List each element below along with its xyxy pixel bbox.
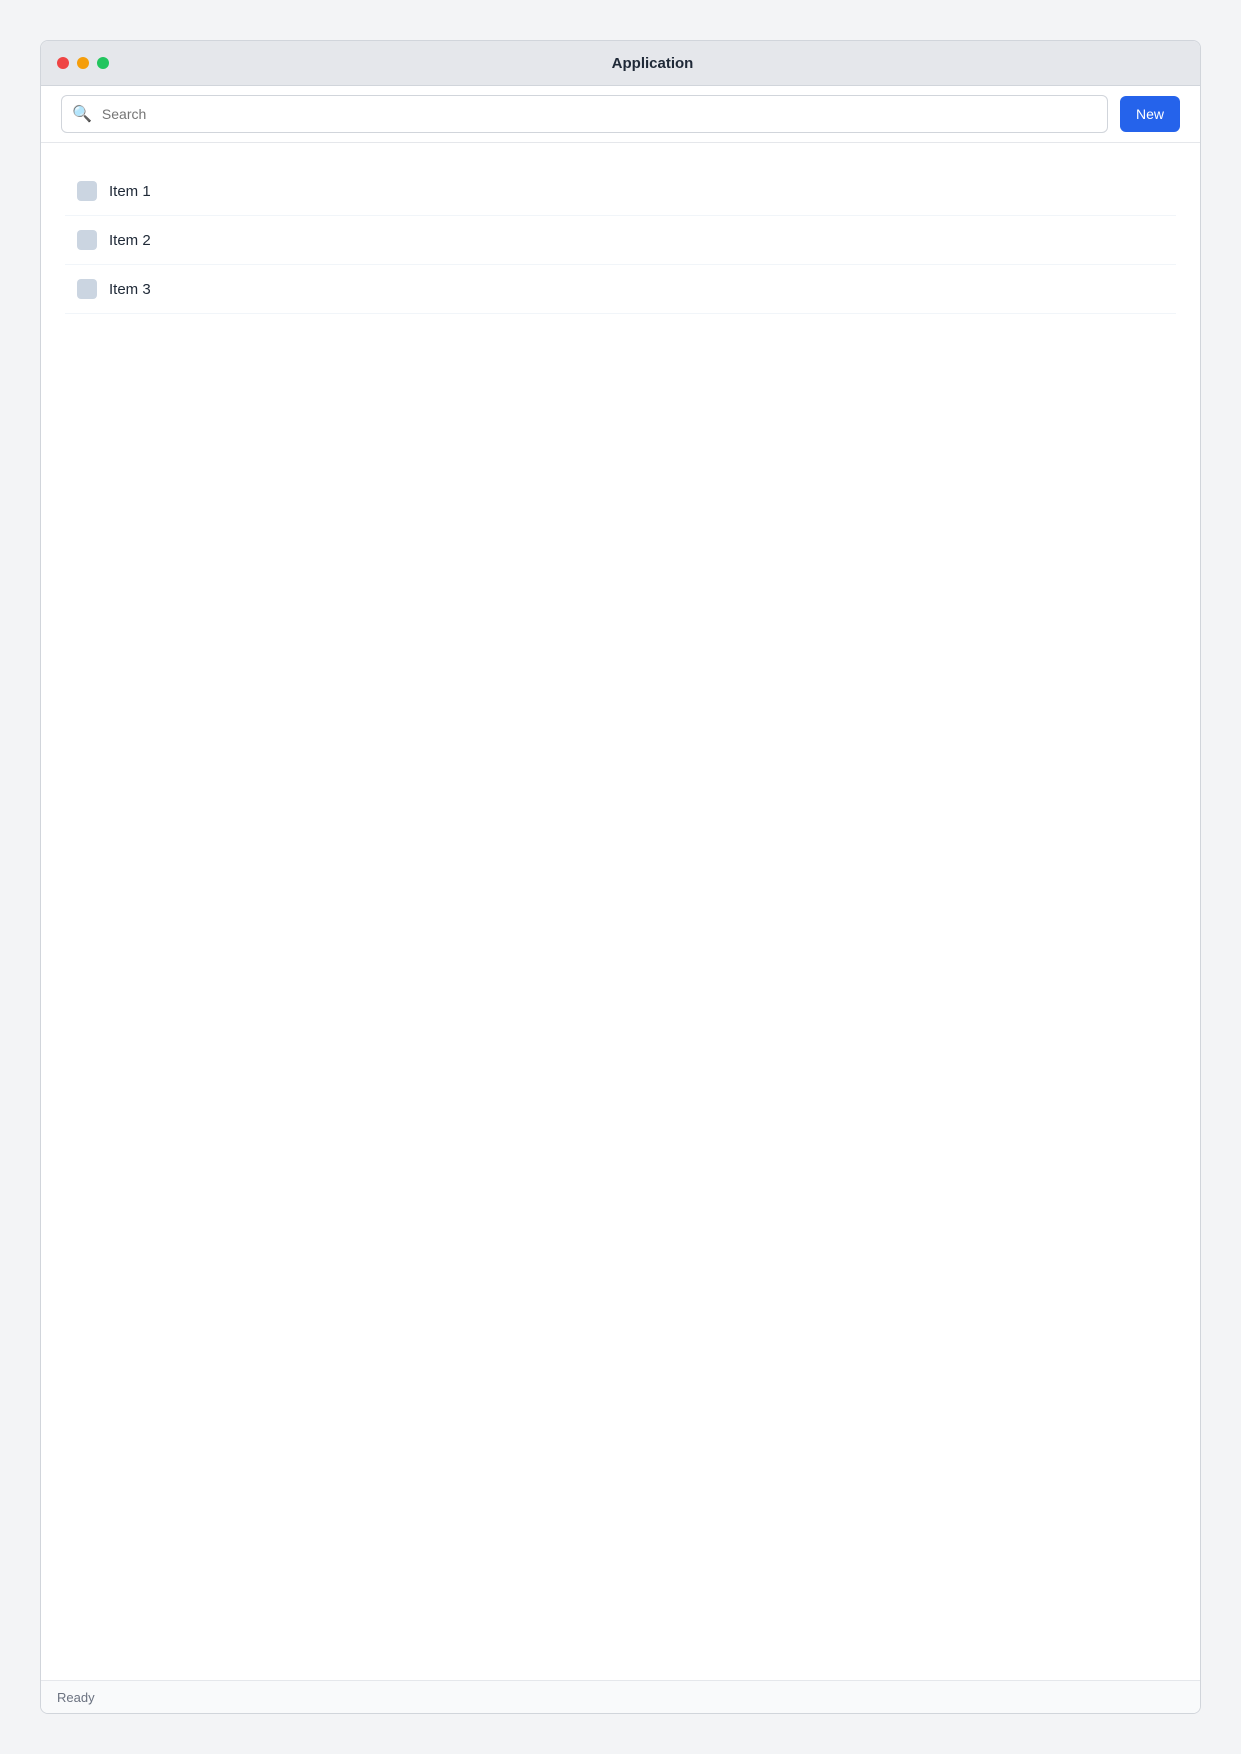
list-item[interactable] [65, 167, 1176, 216]
file-icon [77, 230, 97, 250]
list-item[interactable] [65, 216, 1176, 265]
app-window [40, 40, 1201, 1714]
file-icon [77, 181, 97, 201]
search-box[interactable] [61, 95, 1108, 133]
minimize-icon[interactable] [77, 57, 89, 69]
list-item-label: Item 1 [109, 182, 151, 200]
close-icon[interactable] [57, 57, 69, 69]
window-title: Application [611, 54, 694, 72]
list-item[interactable] [65, 265, 1176, 314]
window-controls [57, 57, 109, 69]
toolbar [41, 86, 1200, 143]
search-input[interactable] [100, 105, 1097, 123]
title-bar [41, 41, 1200, 86]
maximize-icon[interactable] [97, 57, 109, 69]
search-icon: 🔍 [72, 106, 92, 123]
status-bar [41, 1680, 1200, 1713]
file-icon [77, 279, 97, 299]
new-button[interactable]: New [1120, 96, 1180, 132]
list-item-label: Item 2 [109, 231, 151, 249]
main-content [41, 143, 1200, 1680]
list-item-label: Item 3 [109, 280, 151, 298]
status-text: Ready [57, 1689, 95, 1705]
